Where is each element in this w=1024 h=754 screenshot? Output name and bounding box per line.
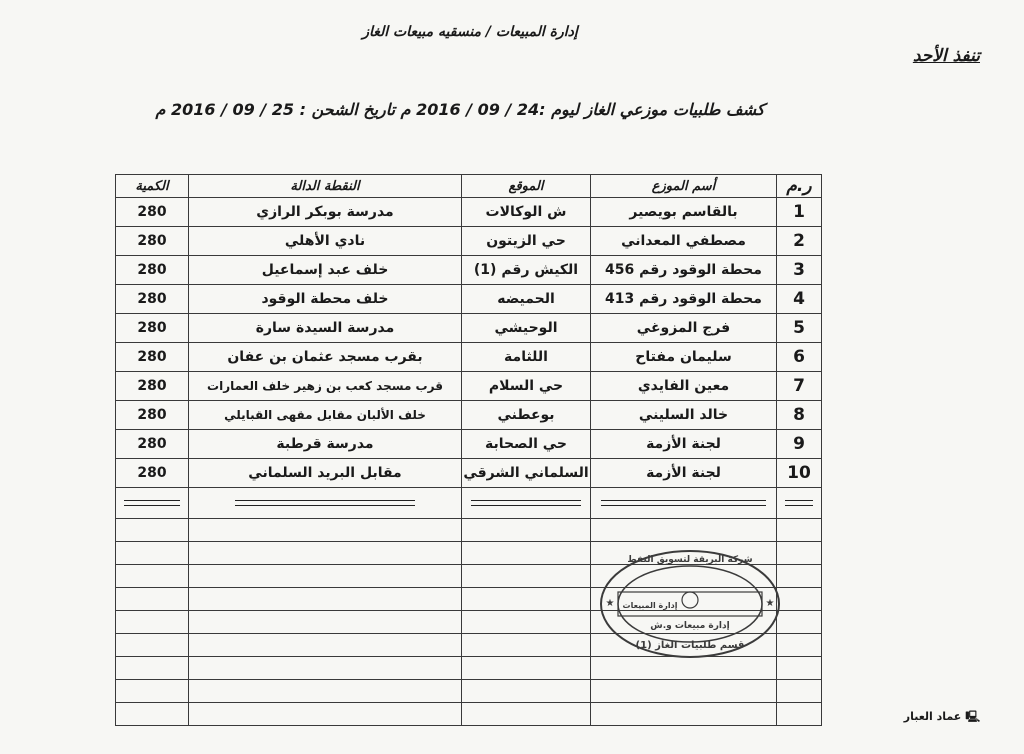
separator-cell: [189, 488, 462, 519]
empty-cell: [116, 703, 189, 726]
cell-name: بالقاسم بويصير: [591, 198, 777, 227]
empty-cell: [777, 565, 822, 588]
cell-quantity: 280: [116, 256, 189, 285]
cell-name: فرج المزوغي: [591, 314, 777, 343]
cell-location: الوحيشي: [462, 314, 591, 343]
cell-num: 5: [777, 314, 822, 343]
cell-num: 2: [777, 227, 822, 256]
department-header: إدارة المبيعات / منسقيه مبيعات الغاز: [362, 24, 578, 40]
separator-cell: [777, 488, 822, 519]
empty-cell: [777, 680, 822, 703]
cell-quantity: 280: [116, 430, 189, 459]
table-row: [116, 314, 822, 343]
cell-name: محطة الوقود رقم 413: [591, 285, 777, 314]
table-row: [116, 256, 822, 285]
cell-quantity: 280: [116, 401, 189, 430]
empty-cell: [462, 542, 591, 565]
cell-num: 4: [777, 285, 822, 314]
footer-user-name: عماد العبار: [903, 710, 962, 723]
cell-num: 8: [777, 401, 822, 430]
empty-cell: [777, 657, 822, 680]
cell-location: حي الزيتون: [462, 227, 591, 256]
empty-cell: [777, 542, 822, 565]
empty-cell: [189, 703, 462, 726]
empty-cell: [777, 634, 822, 657]
cell-name: محطة الوقود رقم 456: [591, 256, 777, 285]
header-point: النقطة الدالة: [189, 175, 462, 198]
empty-cell: [591, 703, 777, 726]
empty-cell: [462, 565, 591, 588]
stamp-middle-left-text: إدارة المبيعات: [622, 601, 678, 610]
cell-quantity: 280: [116, 198, 189, 227]
empty-cell: [189, 611, 462, 634]
cell-name: سليمان مفتاح: [591, 343, 777, 372]
empty-cell: [189, 542, 462, 565]
cell-point: نادي الأهلي: [189, 227, 462, 256]
header-location: الموقع: [462, 175, 591, 198]
empty-cell: [116, 634, 189, 657]
cell-num: 7: [777, 372, 822, 401]
company-stamp: [598, 548, 782, 660]
table-row: [116, 372, 822, 401]
empty-cell: [116, 657, 189, 680]
empty-cell: [189, 519, 462, 542]
footer-user: [860, 708, 980, 726]
separator-cell: [591, 488, 777, 519]
separator-line: [471, 500, 581, 506]
cell-point: مدرسة بوبكر الرازي: [189, 198, 462, 227]
table-row: [116, 285, 822, 314]
table-row: [116, 227, 822, 256]
header-quantity: الكمية: [116, 175, 189, 198]
stamp-star-right: ★: [765, 598, 775, 609]
cell-quantity: 280: [116, 343, 189, 372]
cell-point: قرب مسجد كعب بن زهير خلف العمارات: [189, 372, 462, 401]
empty-cell: [116, 519, 189, 542]
header-name: أسم الموزع: [591, 175, 777, 198]
separator-line: [235, 500, 415, 506]
empty-cell: [591, 680, 777, 703]
table-row: [116, 401, 822, 430]
cell-name: مصطفي المعداني: [591, 227, 777, 256]
empty-cell: [462, 519, 591, 542]
empty-cell: [189, 657, 462, 680]
cell-point: مقابل البريد السلماني: [189, 459, 462, 488]
report-title: كشف طلبيات موزعي الغاز ليوم :24 / 09 / 2016 م تاريخ الشحن : 25 / 09 / 2016 م: [155, 100, 765, 119]
computer-icon: 🖳: [965, 710, 980, 723]
cell-location: اللثامة: [462, 343, 591, 372]
stamp-bottom-text: قسم طلبيات الغاز (1): [635, 640, 745, 651]
empty-cell: [116, 565, 189, 588]
empty-cell: [591, 519, 777, 542]
separator-line: [785, 500, 813, 506]
empty-cell: [189, 634, 462, 657]
cell-quantity: 280: [116, 314, 189, 343]
cell-quantity: 280: [116, 227, 189, 256]
separator-line: [601, 500, 766, 506]
empty-cell: [462, 611, 591, 634]
empty-row: [116, 703, 822, 726]
empty-cell: [777, 611, 822, 634]
cell-point: خلف الألبان مقابل مقهى القبايلي: [189, 401, 462, 430]
cell-location: حي السلام: [462, 372, 591, 401]
cell-quantity: 280: [116, 285, 189, 314]
stamp-star-left: ★: [605, 598, 615, 609]
empty-cell: [462, 634, 591, 657]
cell-point: خلف عبد إسماعيل: [189, 256, 462, 285]
empty-cell: [116, 680, 189, 703]
cell-num: 3: [777, 256, 822, 285]
table-row: [116, 343, 822, 372]
cell-point: بقرب مسجد عثمان بن عفان: [189, 343, 462, 372]
separator-cell: [462, 488, 591, 519]
cell-quantity: 280: [116, 459, 189, 488]
cell-location: بوعطني: [462, 401, 591, 430]
header-num: ر.م: [777, 175, 822, 198]
empty-cell: [777, 588, 822, 611]
table-row: [116, 198, 822, 227]
cell-name: معين الفايدي: [591, 372, 777, 401]
cell-point: مدرسة قرطبة: [189, 430, 462, 459]
cell-name: لجنة الأزمة: [591, 459, 777, 488]
empty-row: [116, 519, 822, 542]
table-row: [116, 459, 822, 488]
table-header-row: [116, 175, 822, 198]
cell-num: 9: [777, 430, 822, 459]
cell-location: الحميضه: [462, 285, 591, 314]
cell-name: لجنة الأزمة: [591, 430, 777, 459]
empty-cell: [116, 588, 189, 611]
cell-name: خالد السليني: [591, 401, 777, 430]
cell-location: السلماني الشرقي: [462, 459, 591, 488]
empty-cell: [116, 542, 189, 565]
cell-location: حي الصحابة: [462, 430, 591, 459]
cell-quantity: 280: [116, 372, 189, 401]
separator-cell: [116, 488, 189, 519]
stamp-top-text: شركة البريقة لتسويق النفط: [627, 555, 753, 565]
cell-location: ش الوكالات: [462, 198, 591, 227]
empty-cell: [189, 680, 462, 703]
cell-point: خلف محطة الوقود: [189, 285, 462, 314]
cell-num: 10: [777, 459, 822, 488]
empty-cell: [462, 657, 591, 680]
separator-line: [124, 500, 180, 506]
empty-cell: [462, 588, 591, 611]
empty-cell: [462, 680, 591, 703]
cell-num: 6: [777, 343, 822, 372]
separator-row: [116, 488, 822, 519]
empty-cell: [462, 703, 591, 726]
empty-cell: [777, 703, 822, 726]
handwritten-note: تنفذ الأحد: [912, 46, 980, 66]
stamp-middle-text: إدارة مبيعات و.ش: [650, 621, 730, 631]
cell-location: الكيش رقم (1): [462, 256, 591, 285]
empty-cell: [189, 565, 462, 588]
empty-cell: [777, 519, 822, 542]
empty-cell: [189, 588, 462, 611]
cell-num: 1: [777, 198, 822, 227]
empty-cell: [116, 611, 189, 634]
table-row: [116, 430, 822, 459]
cell-point: مدرسة السيدة سارة: [189, 314, 462, 343]
empty-row: [116, 680, 822, 703]
